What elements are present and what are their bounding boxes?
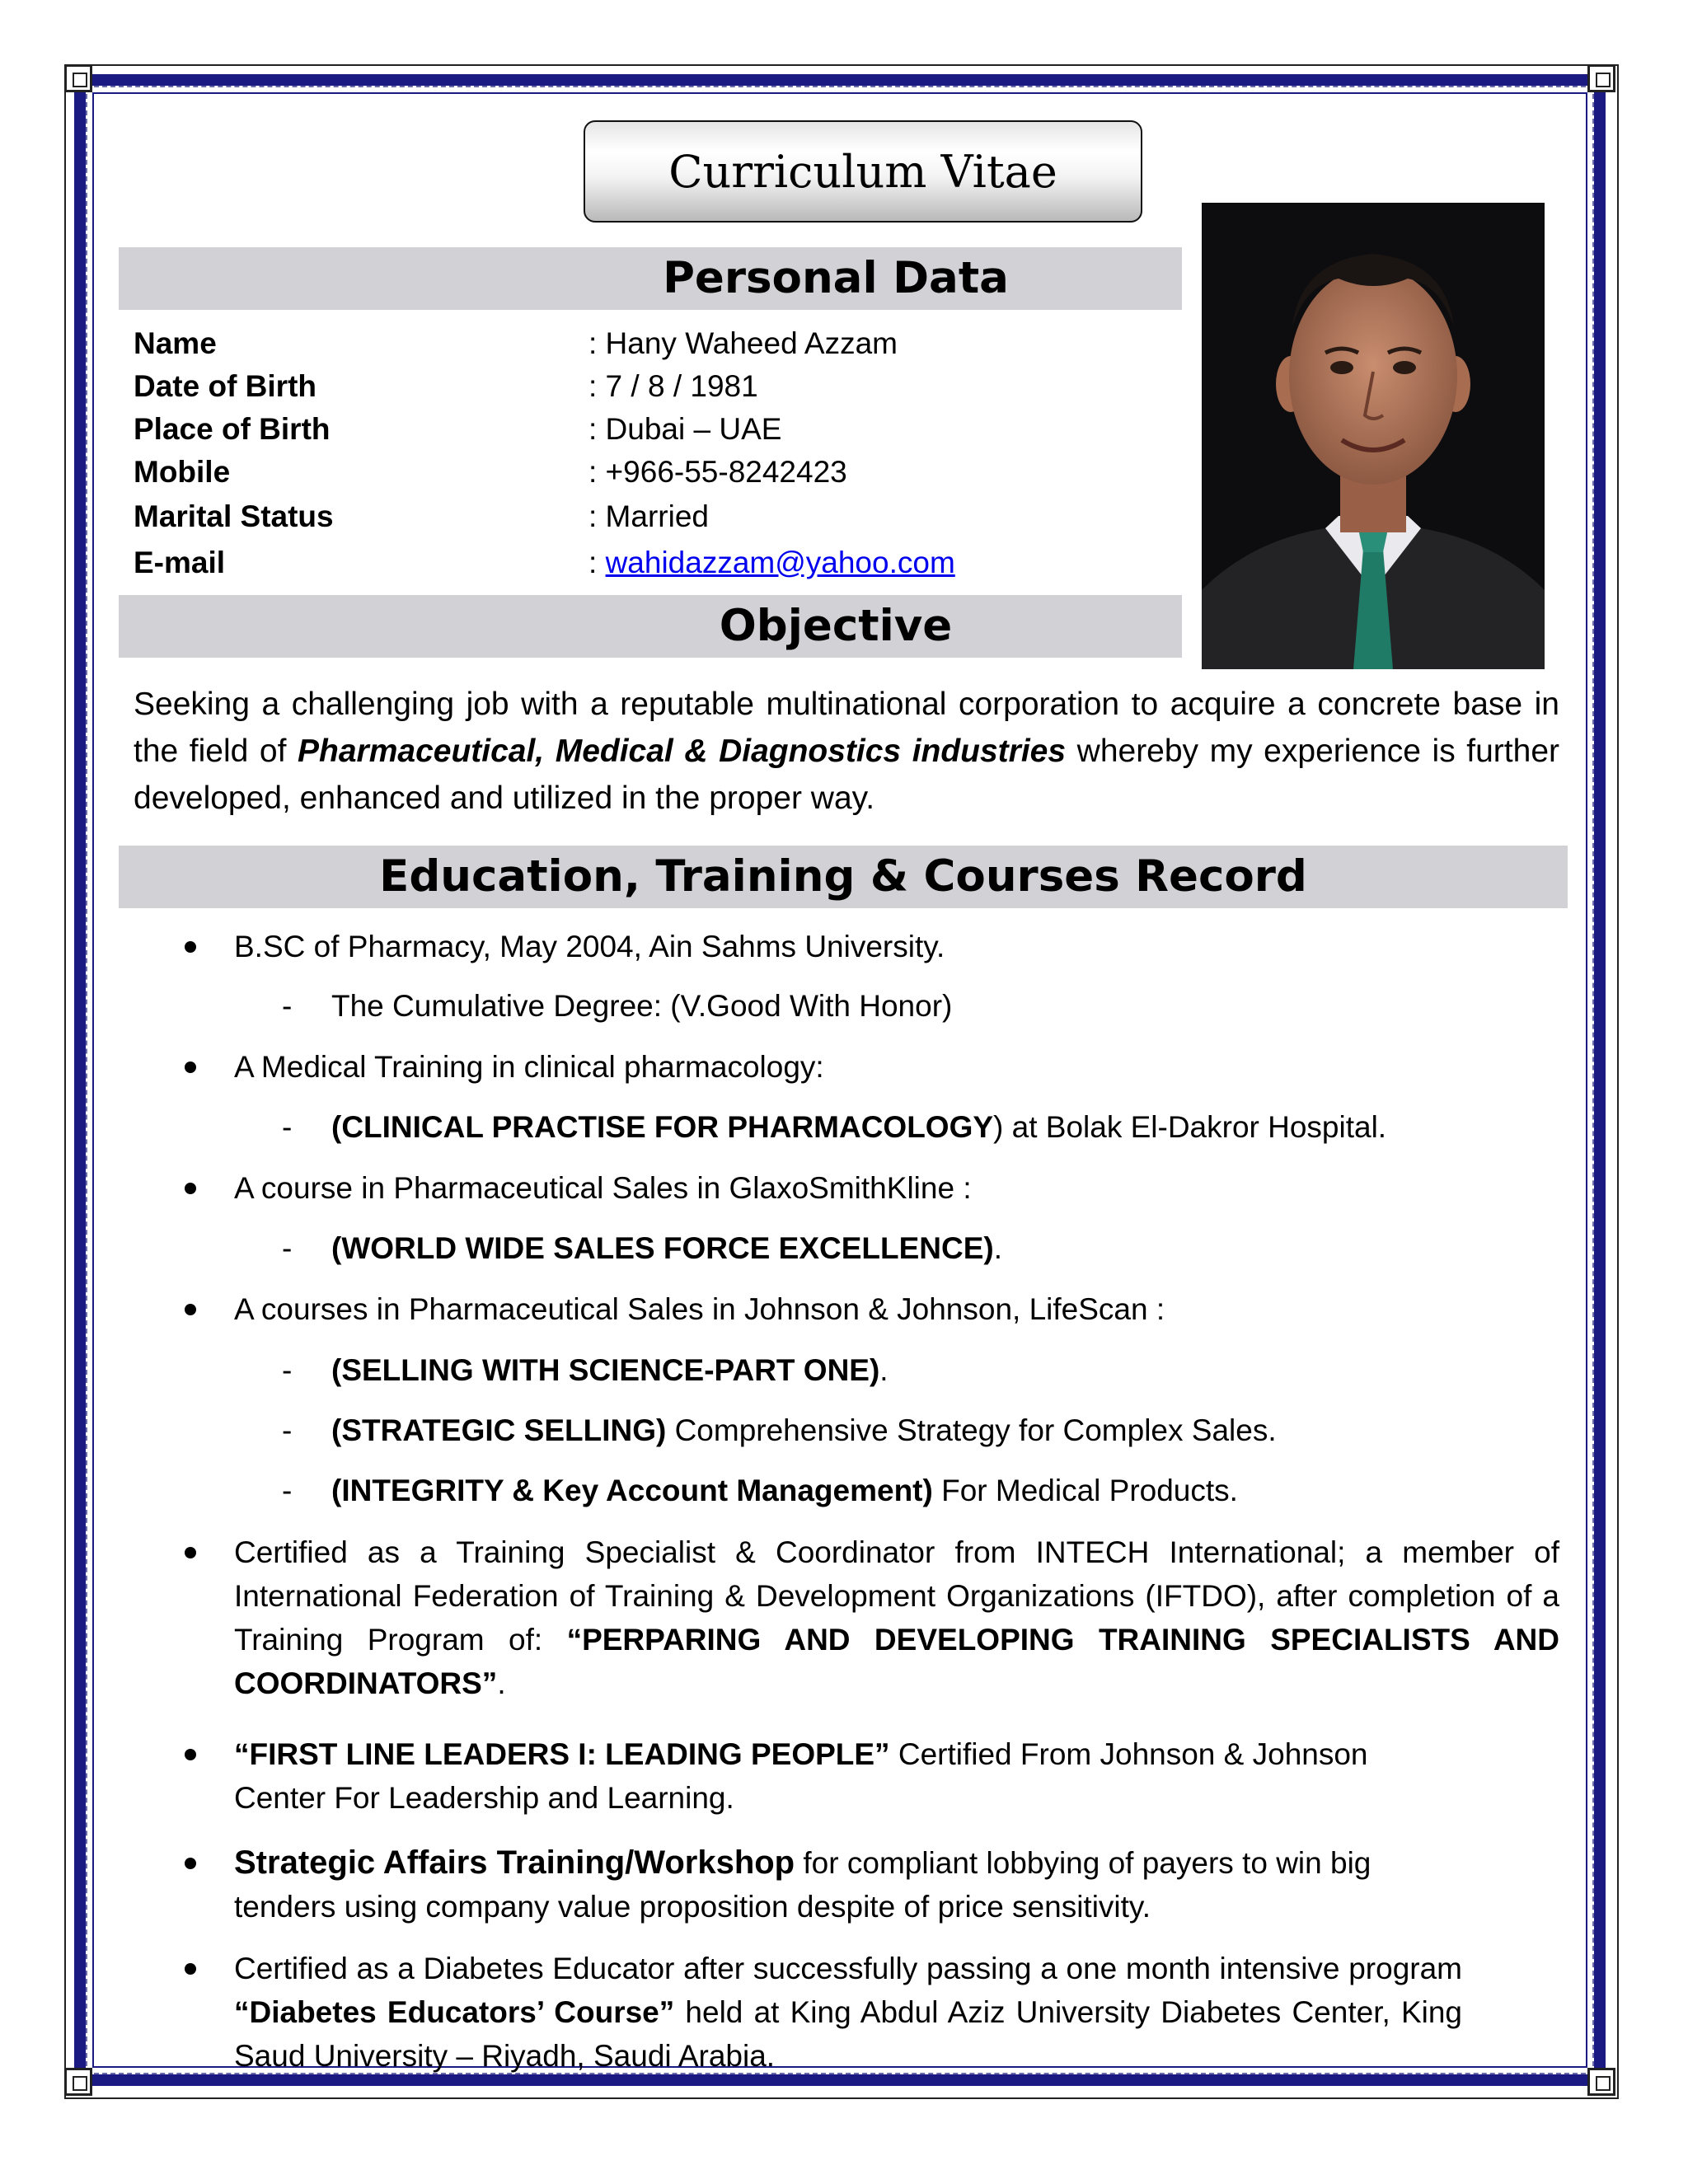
field-label: Name <box>134 326 217 360</box>
personal-row-email <box>134 546 1040 587</box>
sub-item-text <box>331 1469 1238 1512</box>
list-item-end: . <box>497 1666 506 1700</box>
sub-item-rest: For Medical Products. <box>932 1474 1238 1507</box>
sub-item-rest: . <box>993 1231 1003 1265</box>
personal-row-marital <box>134 499 1040 541</box>
field-label: E-mail <box>134 546 226 579</box>
dash-icon: - <box>282 1353 293 1387</box>
list-item-text <box>234 1947 1462 2073</box>
portrait-illustration <box>1202 203 1545 669</box>
bullet-icon <box>185 1963 196 1975</box>
sub-item-bold: (INTEGRITY & Key Account Management) <box>331 1474 933 1507</box>
list-item-text: A course in Pharmaceutical Sales in GlaxoSmithKline : <box>234 1171 972 1205</box>
section-header-education: Education, Training & Courses Record <box>119 846 1568 908</box>
field-label: Place of Birth <box>134 412 331 446</box>
border-corner-ornament <box>1587 64 1615 92</box>
border-corner-ornament <box>64 2068 92 2096</box>
field-value: : Hany Waheed Azzam <box>588 326 898 360</box>
personal-row-mobile <box>134 455 1040 496</box>
list-item-body: Certified as a Training Specialist & Coordinator from INTECH International; a member of International Federation of Training & Development Organizations (IFTDO), after completion of a Training Program of: <box>234 1535 1559 1657</box>
bullet-icon <box>185 1062 196 1073</box>
list-item-text: B.SC of Pharmacy, May 2004, Ain Sahms University. <box>234 930 945 963</box>
email-link[interactable]: wahidazzam@yahoo.com <box>605 546 955 579</box>
sub-item-bold: (WORLD WIDE SALES FORCE EXCELLENCE) <box>331 1231 994 1265</box>
bullet-icon <box>185 1304 196 1315</box>
list-item-text: A Medical Training in clinical pharmacology: <box>234 1050 824 1084</box>
sub-item-rest: ) at Bolak El-Dakror Hospital. <box>993 1110 1387 1144</box>
document-title: Curriculum Vitae <box>584 120 1142 223</box>
dash-icon: - <box>282 1110 293 1144</box>
list-item-rest: held at King Abdul Aziz University Diabetes Center, King Saud University – Riyadh, Saudi Arabia. <box>234 1995 1462 2073</box>
section-header-personal-data: Personal Data <box>119 247 1182 310</box>
field-value: : 7 / 8 / 1981 <box>588 369 758 403</box>
list-item-line-2: Center For Leadership and Learning. <box>234 1781 734 1815</box>
objective-emphasis: Pharmaceutical, Medical & Diagnostics industries <box>298 733 1067 769</box>
dash-icon: - <box>282 1413 293 1447</box>
objective-part-2: whereby my experience is further developed, enhanced and utilized in the proper way. <box>134 733 1559 816</box>
list-item-bold: “Diabetes Educators’ Course” <box>234 1995 675 2029</box>
field-value <box>588 546 955 580</box>
sub-item-text <box>331 1408 1277 1452</box>
dash-icon: - <box>282 1474 293 1507</box>
bullet-icon <box>185 1183 196 1194</box>
list-item-rest: for compliant lobbying of payers to win big tenders using company value proposition despite of price sensitivity. <box>234 1846 1372 1924</box>
field-value: : Dubai – UAE <box>588 412 782 446</box>
list-item-bold: “FIRST LINE LEADERS I: LEADING PEOPLE” <box>234 1737 890 1771</box>
list-item-rest: Certified From Johnson & Johnson <box>889 1737 1368 1771</box>
section-header-objective: Objective <box>119 595 1182 658</box>
sub-item-text <box>331 1348 889 1392</box>
objective-text <box>134 681 1559 822</box>
field-value: : Married <box>588 499 709 533</box>
list-item-text: A courses in Pharmaceutical Sales in Johnson & Johnson, LifeScan : <box>234 1292 1165 1326</box>
profile-photo <box>1202 203 1545 669</box>
sub-item-rest: Comprehensive Strategy for Complex Sales. <box>666 1413 1277 1447</box>
personal-row-name <box>134 326 1040 368</box>
objective-part-1: Seeking a challenging job with a reputable multinational corporation to acquire a concrete base in the field of <box>134 687 1559 769</box>
field-label: Mobile <box>134 455 231 489</box>
sub-item-text <box>331 1105 1386 1149</box>
sub-item-rest: . <box>879 1353 889 1387</box>
list-item-text <box>234 1841 1462 1929</box>
list-item-text <box>234 1732 1368 1820</box>
sub-item-text: The Cumulative Degree: (V.Good With Honor) <box>331 989 953 1023</box>
list-item-bold: Strategic Affairs Training/Workshop <box>234 1844 795 1881</box>
bullet-icon <box>185 1547 196 1558</box>
sub-item-bold: (STRATEGIC SELLING) <box>331 1413 667 1447</box>
field-value: : +966-55-8242423 <box>588 455 847 489</box>
list-item-text <box>234 1530 1559 1705</box>
list-item-bold: “PERPARING AND DEVELOPING TRAINING SPECIALISTS AND COORDINATORS” <box>234 1623 1559 1700</box>
personal-row-dob <box>134 369 1040 410</box>
list-item-body: Certified as a Diabetes Educator after successfully passing a one month intensive program <box>234 1952 1462 1985</box>
sub-item-bold: (CLINICAL PRACTISE FOR PHARMACOLOGY <box>331 1110 994 1144</box>
field-label: Marital Status <box>134 499 334 533</box>
bullet-icon <box>185 1749 196 1760</box>
field-label: Date of Birth <box>134 369 316 403</box>
border-corner-ornament <box>1587 2068 1615 2096</box>
bullet-icon <box>185 1858 196 1869</box>
dash-icon: - <box>282 989 293 1023</box>
sub-item-text <box>331 1226 1002 1270</box>
border-corner-ornament <box>64 64 92 92</box>
email-prefix: : <box>588 546 606 579</box>
bullet-icon <box>185 941 196 953</box>
personal-row-pob <box>134 412 1040 453</box>
dash-icon: - <box>282 1231 293 1265</box>
sub-item-bold: (SELLING WITH SCIENCE-PART ONE) <box>331 1353 880 1387</box>
